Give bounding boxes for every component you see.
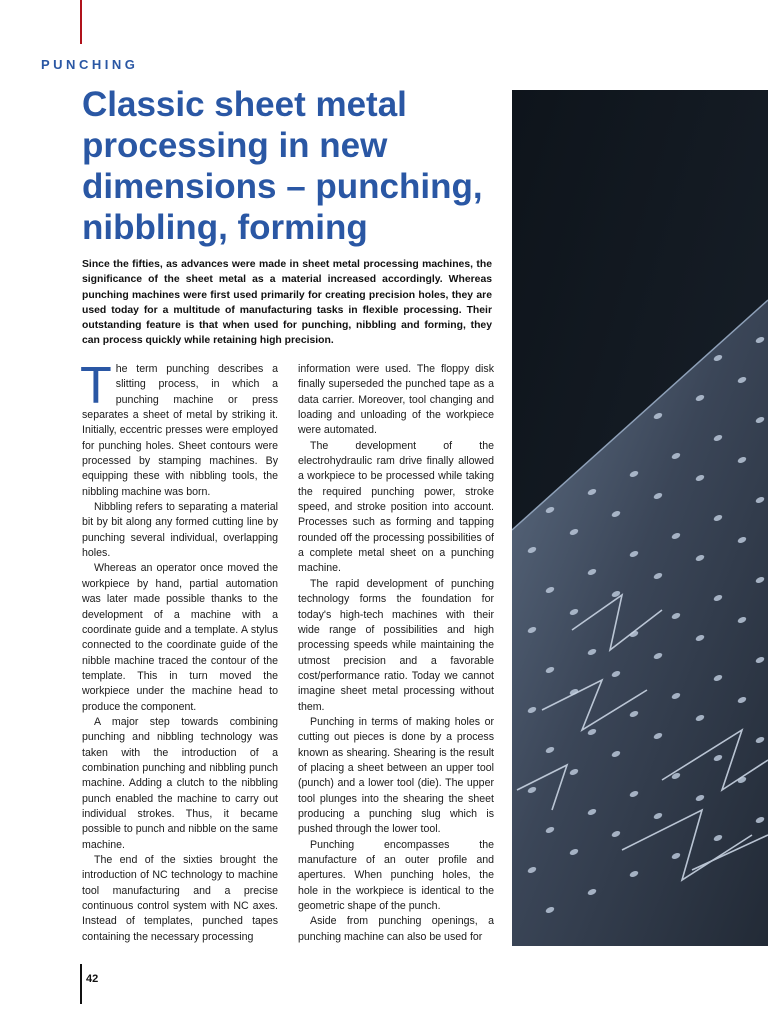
body-paragraph: Aside from punching openings, a punching machine can also be used for bbox=[298, 915, 494, 943]
body-column-2 bbox=[298, 362, 494, 945]
lede-paragraph: Since the fifties, as advances were made in sheet metal processing machines, the significance of the sheet metal as a material increased accordingly. Whereas punching machines were first used primarily for creating precision holes, they are used today for a multitude of manufacturing tasks in flexible processing. Their outstanding feature is that when used for punching, nibbling and forming, they can process quickly while retaining high precision. bbox=[82, 259, 492, 347]
body-paragraph: The development of the electrohydraulic ram drive finally allowed a workpiece to be processed while taking the required punching power, stroke speed, and stroke position into account. Processes such as forming and tapping rounded off the processing possibilities of a complete metal sheet on a punching machine. bbox=[298, 439, 494, 575]
body-paragraph: The rapid development of punching technology forms the foundation for today's high-tech machines with their wide range of possibilities and high processing speeds while maintaining the utmost precision and a favorable cost/performance ratio. Today we cannot imagine sheet metal processing without them. bbox=[298, 577, 494, 713]
body-column-1 bbox=[80, 357, 278, 945]
body-paragraph: A major step towards combining punching and nibbling technology was taken with the introduction of a combination punching and nibbling punch machine. Adding a clutch to the nibbling punch enabled the machine to carry out individual strokes. Thus, it became possible to punch and nibble on the same machine. bbox=[82, 715, 278, 851]
body-paragraph: Whereas an operator once moved the workpiece by hand, partial automation was later made possible thanks to the development of a machine with a coordinate guide and a template. A stylus connected to the coordinate guide of the nibble machine traced the contour of the template. This in turn moved the workpiece under the machine head to produce the component. bbox=[82, 562, 278, 713]
drop-cap: T bbox=[80, 357, 112, 415]
top-rule bbox=[80, 0, 82, 44]
section-label: PUNCHING bbox=[41, 57, 139, 72]
body-paragraph: information were used. The floppy disk finally superseded the punched tape as a data carrier. Moreover, tool changing and loading and unloading of the workpiece were automated. bbox=[298, 363, 494, 437]
bottom-rule bbox=[80, 964, 82, 1004]
sheet-metal-photo bbox=[512, 90, 768, 946]
body-paragraph: The term punching describes a slitting process, in which a punching machine or press separates a sheet of metal by striking it. Initially, eccentric presses were employed for punching holes. Sheet contours were processed by stamping machines. By equipping these with nibbling tools, the nibbling machine was born. bbox=[80, 357, 278, 498]
page-number: 42 bbox=[86, 973, 99, 985]
body-paragraph: The end of the sixties brought the introduction of NC technology to machine tool manufacturing and a precise continuous control system with NC axes. Instead of templates, punched tapes containing the necessary processing bbox=[82, 854, 278, 943]
body-paragraph: Nibbling refers to separating a material bit by bit along any formed cutting line by punching several individual, overlapping holes. bbox=[82, 501, 278, 560]
headline: Classic sheet metal processing in new dimensions – punching, nibbling, forming bbox=[82, 85, 483, 247]
body-paragraph: Punching encompasses the manufacture of an outer profile and apertures. When punching holes, the hole in the workpiece is identical to the geometric shape of the punch. bbox=[298, 838, 494, 913]
body-paragraph: Punching in terms of making holes or cutting out pieces is done by a process known as shearing. Shearing is the result of placing a sheet between an upper tool (punch) and a lower tool (die). The upper tool plunges into the shearing the sheet producing a punching slug which is pushed through the lower tool. bbox=[298, 715, 494, 836]
